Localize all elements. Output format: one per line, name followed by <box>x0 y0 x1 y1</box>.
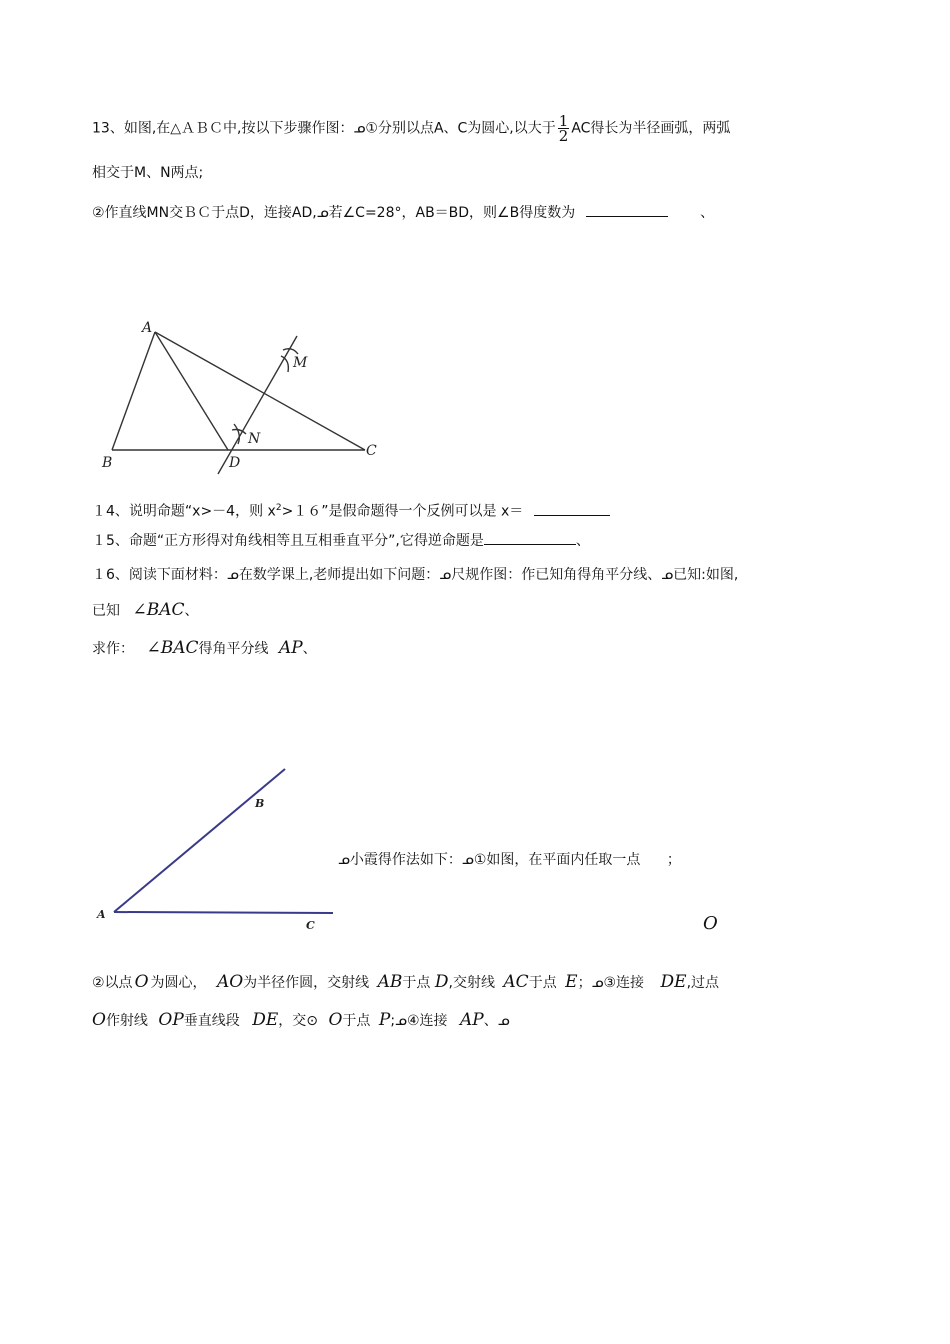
label-c: C <box>366 443 377 459</box>
answer-blank-14[interactable] <box>534 501 610 516</box>
angle-figure <box>90 760 350 935</box>
arc-m <box>281 356 288 372</box>
q13-line3: ②作直线MN交ＢＣ于点D，连接AD,ᓄ若∠C=28°，AB＝BD，则∠B得度数为 、 <box>92 202 714 223</box>
triangle-figure <box>90 310 390 485</box>
point-o-label: O <box>703 913 718 934</box>
q16-line3: 求作： ∠BAC得角平分线 AP、 <box>92 638 317 658</box>
label-b: B <box>102 455 113 471</box>
q13-line1: 13、如图,在△ＡＢＣ中,按以下步骤作图：ᓄ①分别以点A、C为圆心,以大于 $\frac{1}{2}$ AC得长为半径画弧，两弧 <box>92 112 731 145</box>
answer-blank-13[interactable] <box>586 202 668 217</box>
q16-line1: １6、阅读下面材料：ᓄ在数学课上,老师提出如下问题：ᓄ尺规作图：作已知角得角平分线、ᓄ已知:如图, <box>92 567 739 583</box>
segment-ad <box>155 332 228 450</box>
q16-line2: 已知 ∠BAC、 <box>92 600 199 620</box>
label-angle-c: C <box>306 919 315 932</box>
arc-m2 <box>283 349 298 354</box>
q16-step2: ②以点 O 为圆心， AO为半径作圆，交射线 AB于点 D,交射线 AC于点 E；ᓄ③连接 DE,过点 <box>92 972 720 992</box>
segment-ab <box>112 332 155 450</box>
q15-line: １5、命题“正方形得对角线相等且互相垂直平分”,它得逆命题是 、 <box>92 530 590 551</box>
answer-blank-15[interactable] <box>484 530 576 545</box>
ray-ab <box>114 769 285 912</box>
label-m: M <box>293 355 308 371</box>
label-a: A <box>142 320 153 336</box>
fraction-one-half: $\frac{1}{2}$ <box>558 112 569 145</box>
label-angle-a: A <box>97 908 106 921</box>
ray-ac <box>114 912 333 913</box>
q16-method: ᓄ小霞得作法如下：ᓄ①如图，在平面内任取一点 ； <box>338 852 681 868</box>
q16-step3: O作射线 OP垂直线段 DE，交⊙ O于点 P;ᓄ④连接 AP、ᓄ <box>92 1010 510 1030</box>
label-n: N <box>248 431 261 447</box>
label-d: D <box>229 455 241 471</box>
q14-line: １4、说明命题“x>－4，则 $x^2>16$”是假命题得一个反例可以是 x＝ <box>92 498 610 522</box>
q13-line2: 相交于M、N两点; <box>92 165 204 181</box>
label-angle-b: B <box>255 797 265 810</box>
